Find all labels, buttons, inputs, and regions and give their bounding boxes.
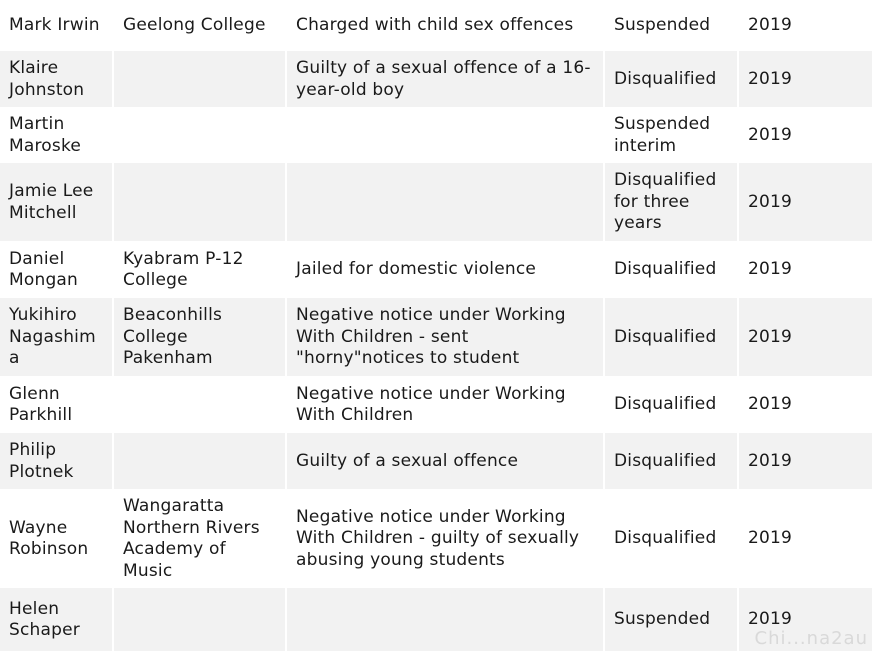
table-row — [0, 298, 872, 376]
cell-school — [113, 588, 286, 651]
table-row — [0, 241, 872, 298]
cell-reason: Jailed for domestic violence — [286, 241, 604, 298]
cell-school — [113, 51, 286, 107]
cell-reason: Negative notice under Working With Children — [286, 376, 604, 433]
cell-year: 2019 — [738, 489, 872, 588]
cell-year: 2019 — [738, 376, 872, 433]
cell-status: Disqualified for three years — [604, 163, 738, 241]
cell-status: Disqualified — [604, 298, 738, 376]
table-row — [0, 163, 872, 241]
cell-year: 2019 — [738, 433, 872, 489]
cell-name: Yukihiro Nagashima — [0, 298, 113, 376]
table-row — [0, 489, 872, 588]
cell-status: Disqualified — [604, 489, 738, 588]
cell-status: Disqualified — [604, 51, 738, 107]
cell-year: 2019 — [738, 298, 872, 376]
cell-school: Geelong College — [113, 0, 286, 51]
table-row — [0, 588, 872, 651]
cell-reason: Guilty of a sexual offence — [286, 433, 604, 489]
cell-school: Kyabram P-12 College — [113, 241, 286, 298]
cell-name: Philip Plotnek — [0, 433, 113, 489]
cell-status: Disqualified — [604, 241, 738, 298]
table-row — [0, 433, 872, 489]
table-row — [0, 51, 872, 107]
cell-reason: Negative notice under Working With Children - sent "horny"notices to student — [286, 298, 604, 376]
cell-name: Mark Irwin — [0, 0, 113, 51]
table-row — [0, 107, 872, 163]
cell-year: 2019 — [738, 163, 872, 241]
cell-reason — [286, 163, 604, 241]
cell-name: Martin Maroske — [0, 107, 113, 163]
cell-school: Wangaratta Northern Rivers Academy of Music — [113, 489, 286, 588]
cell-name: Jamie Lee Mitchell — [0, 163, 113, 241]
cell-school — [113, 376, 286, 433]
cell-reason: Guilty of a sexual offence of a 16-year-old boy — [286, 51, 604, 107]
cell-name: Klaire Johnston — [0, 51, 113, 107]
cell-name: Helen Schaper — [0, 588, 113, 651]
cell-reason — [286, 588, 604, 651]
cell-status: Disqualified — [604, 376, 738, 433]
table-row — [0, 0, 872, 51]
cell-status: Disqualified — [604, 433, 738, 489]
cell-year: 2019 — [738, 107, 872, 163]
cell-year: 2019 — [738, 241, 872, 298]
cell-year: 2019 — [738, 51, 872, 107]
cell-reason: Charged with child sex offences — [286, 0, 604, 51]
cell-school — [113, 107, 286, 163]
cell-status: Suspended interim — [604, 107, 738, 163]
cell-name: Wayne Robinson — [0, 489, 113, 588]
cell-name: Glenn Parkhill — [0, 376, 113, 433]
cell-reason — [286, 107, 604, 163]
cell-year: 2019 — [738, 0, 872, 51]
cell-school: Beaconhills College Pakenham — [113, 298, 286, 376]
cell-status: Suspended — [604, 0, 738, 51]
table-row — [0, 376, 872, 433]
watermark: Chi...na2au — [754, 628, 868, 649]
cell-school — [113, 163, 286, 241]
cell-name: Daniel Mongan — [0, 241, 113, 298]
cell-school — [113, 433, 286, 489]
cell-reason: Negative notice under Working With Children - guilty of sexually abusing young students — [286, 489, 604, 588]
cell-status: Suspended — [604, 588, 738, 651]
cell-year: 2019 — [738, 588, 872, 651]
